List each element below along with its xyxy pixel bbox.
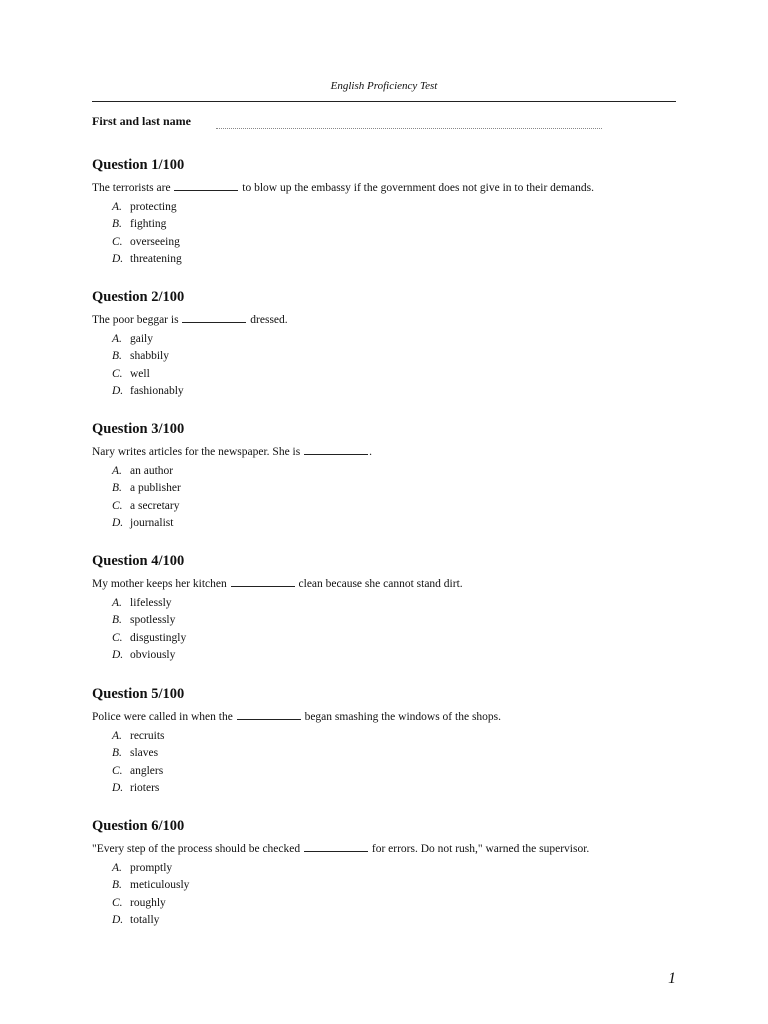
option-text: threatening [130, 252, 182, 265]
option-letter: C. [112, 631, 123, 644]
stem-text: The terrorists are [92, 182, 171, 194]
option-text: overseeing [130, 235, 180, 248]
option-text: obviously [130, 648, 176, 661]
option-item[interactable] [92, 480, 692, 497]
stem-text: clean because she cannot stand dirt. [298, 578, 463, 590]
option-text: shabbily [130, 350, 169, 363]
answer-blank [182, 312, 246, 323]
option-list [92, 595, 692, 664]
answer-blank [304, 841, 368, 852]
answer-blank [304, 444, 368, 455]
option-letter: C. [112, 499, 123, 512]
option-item[interactable] [92, 251, 692, 268]
option-text: a publisher [130, 482, 181, 495]
option-letter: D. [112, 384, 124, 397]
stem-text: "Every step of the process should be checked [92, 843, 301, 855]
option-letter: B. [112, 879, 122, 892]
option-item[interactable] [92, 348, 692, 365]
stem-text: The poor beggar is [92, 314, 179, 326]
option-list [92, 728, 692, 797]
question-heading: Question 2/100 [92, 289, 185, 305]
option-letter: A. [112, 597, 122, 609]
question-stem [92, 444, 692, 459]
answer-blank [237, 709, 301, 720]
option-text: spotlessly [130, 614, 176, 627]
option-item[interactable] [92, 895, 692, 912]
option-text: disgustingly [130, 631, 187, 644]
question-stem [92, 709, 692, 724]
option-list [92, 331, 692, 400]
option-text: totally [130, 913, 160, 926]
question-block [92, 552, 692, 664]
option-letter: D. [112, 516, 124, 529]
option-letter: D. [112, 913, 124, 926]
option-item[interactable] [92, 199, 692, 216]
question-heading: Question 4/100 [92, 553, 185, 569]
option-letter: A. [112, 201, 122, 213]
option-text: gaily [130, 333, 153, 345]
stem-text: for errors. Do not rush," warned the supervisor. [371, 843, 590, 855]
option-item[interactable] [92, 515, 692, 532]
option-list [92, 199, 692, 268]
question-block [92, 156, 692, 268]
option-item[interactable] [92, 763, 692, 780]
option-item[interactable] [92, 860, 692, 877]
question-stem [92, 576, 692, 591]
option-letter: A. [112, 862, 122, 874]
option-item[interactable] [92, 595, 692, 612]
option-text: meticulously [130, 879, 190, 892]
option-item[interactable] [92, 728, 692, 745]
option-item[interactable] [92, 216, 692, 233]
option-text: lifelessly [130, 597, 172, 609]
question-heading: Question 6/100 [92, 818, 185, 834]
option-letter: D. [112, 781, 124, 794]
option-text: slaves [130, 747, 159, 760]
option-text: well [130, 367, 150, 380]
question-block [92, 817, 692, 929]
option-item[interactable] [92, 912, 692, 929]
option-letter: B. [112, 747, 122, 760]
question-heading: Question 5/100 [92, 686, 185, 702]
option-text: a secretary [130, 499, 180, 512]
stem-text: My mother keeps her kitchen [92, 578, 227, 590]
stem-text: . [369, 446, 372, 458]
option-letter: C. [112, 764, 123, 777]
answer-blank [231, 576, 295, 587]
option-text: fashionably [130, 384, 184, 397]
option-list [92, 463, 692, 532]
page-number: 1 [668, 970, 676, 987]
option-item[interactable] [92, 745, 692, 762]
option-letter: B. [112, 482, 122, 495]
option-text: anglers [130, 764, 164, 777]
document-title: English Proficiency Test [330, 80, 438, 92]
question-block [92, 685, 692, 797]
name-field-line[interactable] [216, 128, 602, 129]
option-letter: D. [112, 648, 124, 661]
header-divider [92, 101, 676, 102]
stem-text: dressed. [250, 314, 288, 326]
option-text: roughly [130, 896, 166, 909]
option-letter: C. [112, 235, 123, 248]
option-text: journalist [130, 516, 174, 529]
name-field-label: First and last name [92, 114, 191, 128]
question-heading: Question 1/100 [92, 157, 185, 173]
answer-blank [174, 180, 238, 191]
option-text: promptly [130, 862, 173, 874]
option-item[interactable] [92, 366, 692, 383]
option-item[interactable] [92, 331, 692, 348]
option-letter: B. [112, 350, 122, 363]
option-item[interactable] [92, 383, 692, 400]
option-text: protecting [130, 201, 177, 213]
option-item[interactable] [92, 630, 692, 647]
question-stem [92, 841, 692, 856]
option-text: an author [130, 465, 174, 477]
option-item[interactable] [92, 498, 692, 515]
option-text: recruits [130, 730, 165, 742]
option-letter: B. [112, 614, 122, 627]
question-block [92, 420, 692, 532]
question-block [92, 288, 692, 400]
option-text: rioters [130, 781, 160, 794]
stem-text: began smashing the windows of the shops. [304, 711, 502, 723]
stem-text: to blow up the embassy if the government does not give in to their demands. [242, 182, 594, 194]
question-heading: Question 3/100 [92, 421, 185, 437]
stem-text: Nary writes articles for the newspaper. She is [92, 446, 301, 458]
option-item[interactable] [92, 463, 692, 480]
option-letter: C. [112, 367, 123, 380]
question-stem [92, 180, 692, 195]
option-item[interactable] [92, 612, 692, 629]
option-letter: A. [112, 730, 122, 742]
option-letter: A. [112, 465, 122, 477]
stem-text: Police were called in when the [92, 711, 233, 723]
option-item[interactable] [92, 234, 692, 251]
option-list [92, 860, 692, 929]
option-item[interactable] [92, 780, 692, 797]
option-item[interactable] [92, 647, 692, 664]
question-stem [92, 312, 692, 327]
option-letter: A. [112, 333, 122, 345]
option-text: fighting [130, 218, 167, 231]
option-letter: C. [112, 896, 123, 909]
option-item[interactable] [92, 877, 692, 894]
option-letter: D. [112, 252, 124, 265]
option-letter: B. [112, 218, 122, 231]
